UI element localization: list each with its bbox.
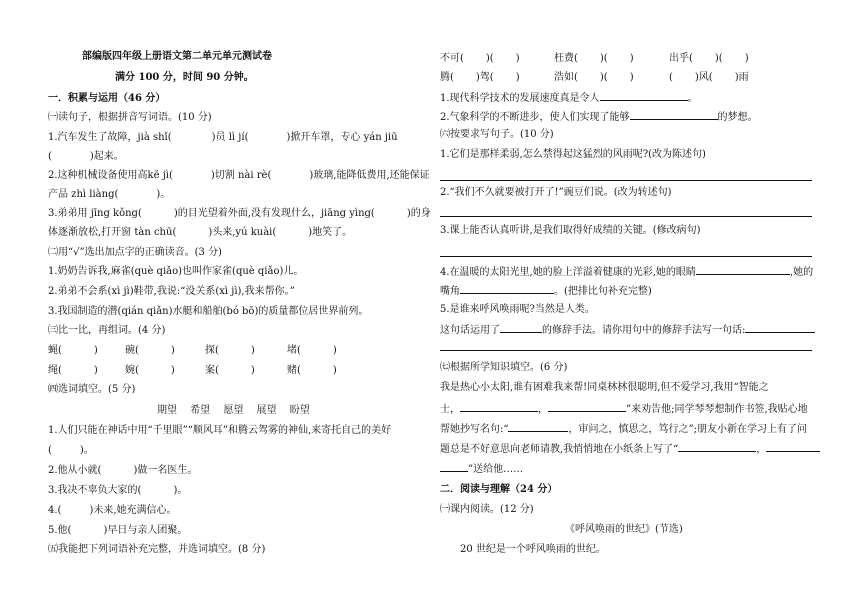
q5-text: 不可(: [440, 53, 464, 64]
q1-text: )头来,yú kuài(: [208, 227, 277, 238]
page-title: 部编版四年级上册语文第二单元单元测试卷: [82, 51, 272, 62]
answer-line[interactable]: [440, 256, 812, 257]
q5-word-row-2c: [669, 71, 749, 85]
q2-title: ㈡用“√”选出加点字的正确读音。(3 分): [48, 247, 222, 258]
q1-title: ㈠读句子，根据拼音写词语。(10 分): [48, 112, 212, 123]
q1-text: 2.这种机械设备使用高kē jì(: [48, 170, 173, 181]
q1-text: 3.弟弟用 jīng kǒng(: [48, 208, 142, 219]
answer-blank[interactable]: [745, 322, 815, 333]
q1-text: 体逐渐放松,打开窗 tàn chū(: [48, 227, 177, 238]
q7-line-3: [440, 421, 807, 437]
q3-cell: 案( ): [205, 365, 255, 376]
q6-line-2: 2.“我们不久就要被打开了!”豌豆们说。(改为转述句): [440, 187, 672, 198]
passage-title: 《呼风唤雨的世纪》(节选): [565, 524, 683, 535]
q3-char: 赌(: [287, 365, 301, 376]
q6-text: 嘴角: [440, 286, 460, 297]
q4-text: )做一名医生。: [133, 465, 198, 476]
q5-text: )雨: [734, 72, 749, 83]
answer-blank[interactable]: [548, 401, 626, 412]
q7-text: ，: [538, 404, 548, 415]
q3-cell: 绳( ): [48, 365, 98, 376]
q6-text: ,她的: [789, 267, 814, 278]
q4-line-3: [48, 464, 197, 478]
q1-line-2: [48, 150, 124, 164]
q4-text: )早日与亲人团聚。: [103, 525, 188, 536]
q5-text: )驾(: [475, 72, 494, 83]
answer-line[interactable]: [440, 216, 812, 217]
q1-text: 产品 zhì liàng(: [48, 189, 119, 200]
s2-q1-title: ㈠课内阅读。(12 分): [440, 504, 534, 515]
answer-blank[interactable]: [500, 322, 542, 333]
q6-title: ㈥按要求写句子。(10 分): [440, 129, 554, 140]
q7-text: 题总是不好意思向老师请教,我悄悄地在小纸条上写了“: [440, 444, 679, 455]
q5-text: )(: [599, 72, 608, 83]
answer-blank[interactable]: [766, 441, 820, 452]
q6-line-1: 1.它们是那样柔弱,怎么禁得起这猛烈的风雨呢?(改为陈述句): [440, 149, 706, 160]
q4-options: 期望 希望 愿望 展望 盼望: [157, 405, 310, 416]
q2-line-2: 2.弟弟不会系(xì jì)鞋带,我说:“没关系(xì jì),我来帮你。”: [48, 286, 295, 297]
q5-text: 1.现代科学技术的发展速度真是令人: [440, 93, 600, 104]
q4-line-6: [48, 524, 187, 538]
answer-blank[interactable]: [678, 441, 756, 452]
q5-text: 。: [687, 93, 698, 104]
q6-line-4: [440, 264, 813, 280]
q5-word-row-1c: [669, 52, 749, 66]
q4-line-5: [48, 504, 177, 518]
q5-text: 腾(: [440, 72, 454, 83]
q3-char: 案(: [205, 365, 219, 376]
q1-text: )的目光望着外面,没有发现什么，jiāng yìng(: [173, 208, 375, 219]
q7-line-4: [440, 441, 820, 457]
q5-word-row-1b: [554, 52, 634, 66]
q3-cell: 婉( ): [125, 365, 175, 376]
q4-line-4: [48, 484, 187, 498]
q4-text: (: [48, 445, 52, 456]
q5-text: 出乎(: [669, 53, 693, 64]
q5-text: ): [515, 72, 520, 83]
q5-text: )(: [599, 53, 608, 64]
q2-line-1: 1.奶奶告诉我,麻雀(què qiǎo)也叫作家雀(què qiǎo)儿。: [48, 266, 304, 277]
q4-title: ㈣选词填空。(5 分): [48, 384, 136, 395]
q1-line-4: [48, 188, 170, 202]
q4-line-2: [48, 444, 94, 458]
q7-line-1: 我是热心小太阳,谁有困难我来帮!同桌林林很聪明,但不爱学习,我用“智能之: [440, 382, 769, 393]
q3-cell: 碗( ): [125, 345, 175, 356]
q3-char: 蝇(: [48, 345, 62, 356]
q5-text: 2.气象科学的不断进步，使人们实现了能够: [440, 112, 630, 123]
q5-text: )(: [485, 53, 494, 64]
q1-text: )起来。: [89, 151, 124, 162]
q5-text: (: [669, 72, 673, 83]
q5-text: ): [744, 53, 749, 64]
q6-line-7: [440, 322, 815, 338]
q5-text: 浩如(: [554, 72, 578, 83]
q1-text: (: [48, 151, 52, 162]
q7-line-5: [440, 461, 523, 477]
q1-line-5: [48, 207, 431, 221]
answer-blank[interactable]: [630, 109, 718, 120]
q4-text: )未来,她充满信心。: [89, 505, 177, 516]
q5-word-row-1: [440, 52, 520, 66]
answer-line[interactable]: [440, 350, 812, 351]
answer-blank[interactable]: [696, 264, 790, 275]
q3-char: 探(: [205, 345, 219, 356]
q4-line-1: 1.人们只能在神话中用“千里眼”“顺风耳”和腾云驾雾的神仙,来寄托自己的美好: [48, 425, 392, 436]
q1-text: )掀开车罩，专心 yán jiū: [286, 132, 398, 143]
q6-line-6: 5.是谁来呼风唤雨呢?当然是人类。: [440, 304, 595, 315]
q7-text: ，: [756, 444, 767, 455]
q5-word-row-2b: [554, 71, 634, 85]
q3-char: 绳(: [48, 365, 62, 376]
q1-line-1: [48, 131, 398, 145]
section-1-heading: 一．积累与运用（46 分）: [48, 93, 166, 104]
q5-text: ): [629, 72, 634, 83]
answer-blank[interactable]: [460, 283, 554, 294]
q1-line-6: [48, 226, 352, 240]
q1-line-3: [48, 169, 430, 183]
answer-line[interactable]: [440, 180, 812, 181]
q3-cell: 堵( ): [287, 345, 337, 356]
q5-text: )风(: [694, 72, 713, 83]
q3-cell: 蝇( ): [48, 345, 98, 356]
q4-text: 5.他(: [48, 525, 72, 536]
q7-line-2: [440, 401, 808, 417]
q1-text: )玻璃,能降低费用,还能保证: [309, 170, 430, 181]
q3-title: ㈢比一比，再组词。(4 分): [48, 325, 166, 336]
answer-blank[interactable]: [508, 421, 568, 432]
q4-text: )。: [79, 445, 94, 456]
q6-line-3: 3.课上能否认真听讲,是我们取得好成绩的关键。(修改病句): [440, 225, 701, 236]
q3-char: 婉(: [125, 365, 139, 376]
q5-text: 的梦想。: [717, 112, 758, 123]
q6-line-5: [440, 283, 652, 299]
q7-title: ㈦根据所学知识填空。(6 分): [440, 362, 568, 373]
q3-char: 堵(: [287, 345, 301, 356]
q7-text: 帮她抄写名句:“: [440, 424, 509, 435]
q5-text: ): [515, 53, 520, 64]
q7-text: ”来劝告他;同学琴琴想制作书签,我贴心地: [626, 404, 808, 415]
q1-text: )地笑了。: [308, 227, 353, 238]
q5-sentence-2: [440, 109, 758, 125]
q3-cell: 探( ): [205, 345, 255, 356]
answer-blank[interactable]: [440, 461, 468, 472]
q3-char: 碗(: [125, 345, 139, 356]
q1-text: )的身: [406, 208, 431, 219]
q1-text: 1.汽车发生了故障，jià shǐ(: [48, 132, 172, 143]
q5-text: ): [629, 53, 634, 64]
q1-text: )员 lì jí(: [211, 132, 249, 143]
section-2-heading: 二．阅读与理解（24 分）: [440, 484, 558, 495]
q5-word-row-2: [440, 71, 520, 85]
answer-blank[interactable]: [460, 401, 538, 412]
q1-text: )。: [156, 189, 171, 200]
q6-text: 这句话运用了: [440, 325, 500, 336]
q1-text: )切割 nài rè(: [210, 170, 272, 181]
q6-text: 。(把排比句补充完整): [554, 286, 652, 297]
q5-title: ㈤我能把下列词语补充完整，并选词填空。(8 分): [48, 544, 266, 555]
q6-text: 的修辞手法。请你用句中的修辞手法写一句话:: [542, 325, 746, 336]
q7-text: 士，: [440, 404, 460, 415]
q3-cell: 赌( ): [287, 365, 337, 376]
q5-text: 枉费(: [554, 53, 578, 64]
q7-text: ，审问之，慎思之，笃行之”;朋友小新在学习上有了问: [568, 424, 807, 435]
q4-text: 3.我决不辜负大家的(: [48, 485, 142, 496]
q4-text: 4.(: [48, 505, 62, 516]
page-subtitle: 满分 100 分，时间 90 分钟。: [115, 72, 254, 83]
q2-line-3: 3.我国制造的潜(qián qiǎn)水艇和船舶(bó bō)的质量都位居世界前列。: [48, 306, 369, 317]
q5-text: )(: [714, 53, 723, 64]
passage-line-1: 20 世纪是一个呼风唤雨的世纪。: [460, 544, 606, 555]
q5-sentence-1: [440, 90, 698, 106]
q7-text: ”送给他……: [468, 464, 524, 475]
answer-blank[interactable]: [600, 90, 688, 101]
q4-text: )。: [173, 485, 188, 496]
q4-text: 2.他从小就(: [48, 465, 102, 476]
q6-text: 4.在温暖的太阳光里,她的脸上洋溢着健康的光彩,她的眼睛: [440, 267, 696, 278]
